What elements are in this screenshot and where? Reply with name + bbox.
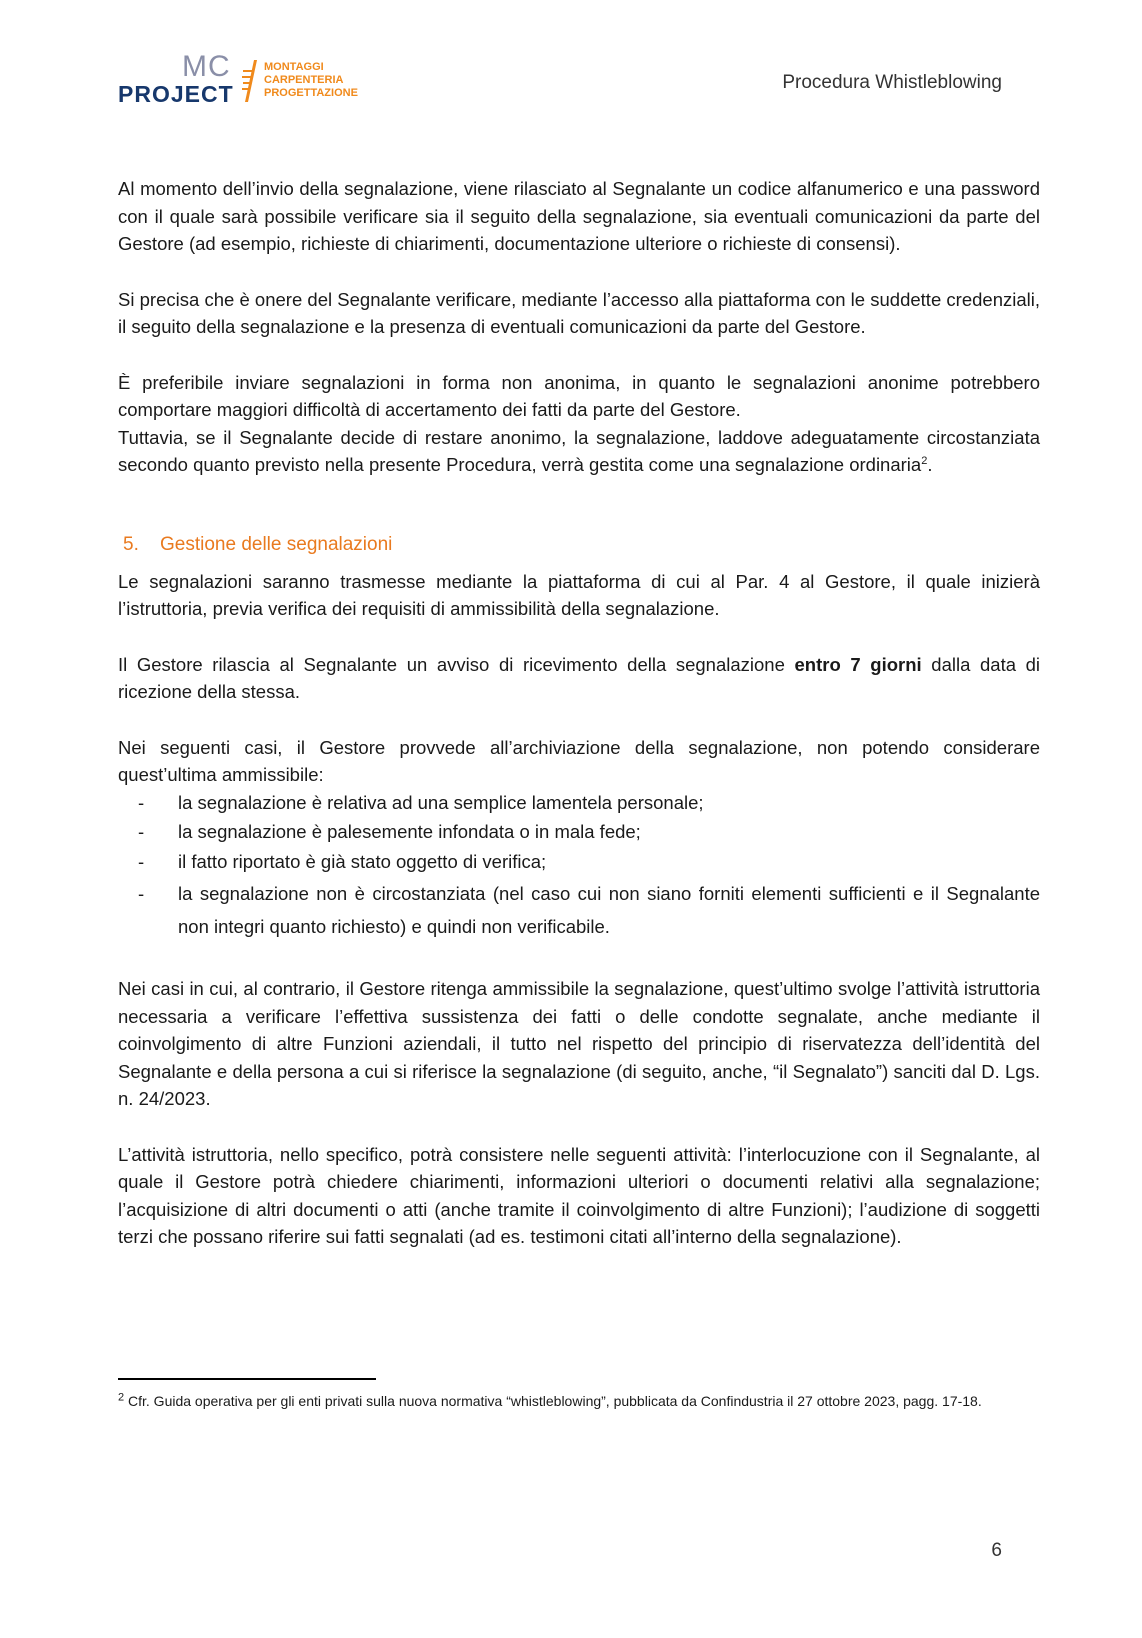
paragraph-non-anonymous: È preferibile inviare segnalazioni in forma non anonima, in quanto le segnalazioni anonime potrebbero comportare maggiori difficoltà di accertamento dei fatti da parte del Gestore. (118, 371, 1040, 420)
footnote-separator (118, 1378, 376, 1380)
list-item (118, 848, 1040, 876)
list-marker: - (138, 850, 145, 872)
logo-tagline (264, 61, 358, 100)
receipt-text-after: dalla data di ricezione della stessa. (118, 653, 1041, 702)
logo-mc: MC (182, 50, 231, 83)
logo-line-1: MONTAGGI (264, 61, 324, 73)
company-logo (118, 52, 378, 110)
list-item-text: la segnalazione è palesemente infondata o in mala fede; (178, 821, 641, 842)
footnote-text: Cfr. Guida operativa per gli enti privati sulla nuova normativa “whistleblowing”, pubblicata da Confindustria il 27 ottobre 2023, pagg. 17-18. (124, 1393, 982, 1409)
section-number: 5. (123, 533, 139, 555)
paragraph-access-code: Al momento dell’invio della segnalazione, viene rilasciato al Segnalante un codice alfanumerico e una password con il quale sarà possibile verificare sia il seguito della segnalazione, sia eventuali comunicazioni da parte del Gestore (ad esempio, richieste di chiarimenti, documentazione ulteriore o richieste di consensi). (118, 178, 1040, 254)
receipt-text-before: Il Gestore rilascia al Segnalante un avviso di ricevimento della segnalazione (118, 653, 795, 675)
orange-stripes-icon (242, 60, 258, 102)
footnote-marker: 2 (118, 1391, 125, 1404)
paragraph-anonymous-text: Tuttavia, se il Segnalante decide di restare anonimo, la segnalazione, laddove adeguatamente circostanziata secondo quanto previsto nella presente Procedura, verrà gestita come una segnalazione ordinaria (118, 426, 1040, 475)
footnote-reference[interactable]: 2 (921, 454, 928, 467)
section-title: Gestione delle segnalazioni (160, 533, 393, 555)
main-content (118, 175, 1040, 1279)
list-marker: - (138, 791, 145, 813)
list-item (118, 818, 1040, 846)
archiving-cases-list (118, 789, 1040, 944)
list-marker: - (138, 821, 145, 842)
logo-line-2: CARPENTERIA (264, 74, 344, 86)
list-item (118, 877, 1040, 943)
paragraph-archiving-cases: Nei seguenti casi, il Gestore provvede all’archiviazione della segnalazione, non potendo considerare quest’ultima ammissibile: (118, 736, 1040, 785)
paragraph-receipt-notice (118, 651, 1040, 706)
list-item-text: il fatto riportato è già stato oggetto di verifica; (178, 850, 547, 872)
section-heading (118, 531, 1040, 558)
paragraph-anonymous (118, 424, 1040, 479)
list-item (118, 789, 1040, 817)
list-marker: - (138, 883, 145, 904)
footnote (118, 1390, 1040, 1412)
logo-line-3: PROGETTAZIONE (264, 87, 358, 99)
paragraph-transmission: Le segnalazioni saranno trasmesse mediante la piattaforma di cui al Par. 4 al Gestore, il quale inizierà l’istruttoria, previa verifica dei requisiti di ammissibilità della segnalazione. (118, 570, 1040, 619)
logo-project: PROJECT (118, 81, 234, 107)
paragraph-investigation: L’attività istruttoria, nello specifico, potrà consistere nelle seguenti attività: l’interlocuzione con il Segnalante, al quale il Gestore potrà chiedere chiarimenti, informazioni ulteriori o documenti relativi alla segnalazione; l’acquisizione di altri documenti o atti (anche tramite il coinvolgimento di altre Funzioni); l’audizione di soggetti terzi che possano riferire sui fatti segnalati (ad es. testimoni citati all’interno della segnalazione). (118, 1143, 1040, 1247)
paragraph-verify-credentials: Si precisa che è onere del Segnalante verificare, mediante l’accesso alla piattaforma con le suddette credenziali, il seguito della segnalazione e la presenza di eventuali comunicazioni da parte del Gestore. (118, 288, 1040, 337)
receipt-deadline: entro 7 giorni (794, 653, 922, 675)
paragraph-admissible: Nei casi in cui, al contrario, il Gestore ritenga ammissibile la segnalazione, quest’ultimo svolge l’attività istruttoria necessaria a verificare l’effettiva sussistenza dei fatti o delle condotte segnalate, anche mediante il coinvolgimento di altre Funzioni aziendali, il tutto nel rispetto del principio di riservatezza dell’identità del Segnalante e della persona a cui si riferisce la segnalazione (di seguito, anche, “il Segnalato”) sanciti dal D. Lgs. n. 24/2023. (118, 978, 1040, 1109)
list-item-text: la segnalazione non è circostanziata (nel caso cui non siano forniti elementi sufficienti e il Segnalante non integri quanto richiesto) e quindi non verificabile. (178, 883, 1040, 937)
paragraph-anonymous-end: . (927, 454, 933, 475)
list-item-text: la segnalazione è relativa ad una semplice lamentela personale; (178, 791, 704, 813)
page-number: 6 (991, 1540, 1002, 1561)
document-title: Procedura Whistleblowing (782, 72, 1002, 93)
